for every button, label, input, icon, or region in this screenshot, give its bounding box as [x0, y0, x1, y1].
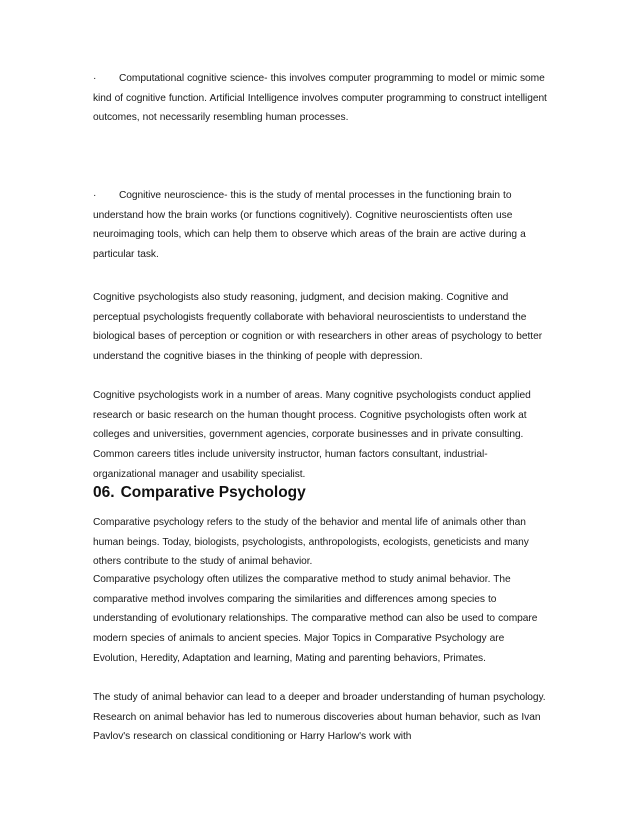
paragraph-computational-cognitive-science	[93, 69, 549, 128]
section-number: 06.	[93, 484, 115, 501]
paragraph-animal-behavior: The study of animal behavior can lead to a deeper and broader understanding of human psychology. Research on animal behavior has led to numerous discoveries about human behavior, such as Ivan Pavlov's research on classical conditioning or Harry Harlow's work with	[93, 692, 546, 743]
bullet-marker: ·	[93, 73, 97, 84]
paragraph-text: Computational cognitive science- this involves computer programming to model or mimic some kind of cognitive function. Artificial Intelligence involves computer programming to construct intelligent outcomes, not necessarily resembling human processes.	[93, 73, 547, 124]
section-title: Comparative Psychology	[120, 484, 306, 501]
paragraph-text: Cognitive neuroscience- this is the study of mental processes in the functioning brain to understand how the brain works (or functions cognitively). Cognitive neuroscientists often use neuroimaging tools, which can help them to observe which areas of the brain are active during a particular task.	[93, 190, 526, 261]
section-heading	[93, 482, 306, 504]
paragraph-comparative-method: Comparative psychology often utilizes the comparative method to study animal behavior. The comparative method involves comparing the similarities and differences among species to understanding of evolutionary relationships. The comparative method can also be used to compare modern species of animals to ancient species. Major Topics in Comparative Psychology are Evolution, Heredity, Adaptation and learning, Mating and parenting behaviors, Primates.	[93, 574, 538, 664]
bullet-marker: ·	[93, 190, 97, 201]
paragraph-cognitive-neuroscience	[93, 186, 549, 265]
paragraph-comparative-intro: Comparative psychology refers to the study of the behavior and mental life of animals other than human beings. Today, biologists, psychologists, anthropologists, ecologists, geneticists and many others contribute to the study of animal behavior.	[93, 517, 529, 568]
paragraph-reasoning: Cognitive psychologists also study reasoning, judgment, and decision making. Cognitive and perceptual psychologists frequently collaborate with behavioral neuroscientists to understand the biological bases of perception or cognition or with researchers in other areas of psychology to better understand the cognitive biases in the thinking of people with depression.	[93, 292, 543, 363]
paragraph-careers: Cognitive psychologists work in a number of areas. Many cognitive psychologists conduct applied research or basic research on the human thought process. Cognitive psychologists often work at colleges and universities, government agencies, corporate businesses and in private consulting. Common careers titles include university instructor, human factors consultant, industrial-organizational manager and usability specialist.	[93, 390, 531, 480]
